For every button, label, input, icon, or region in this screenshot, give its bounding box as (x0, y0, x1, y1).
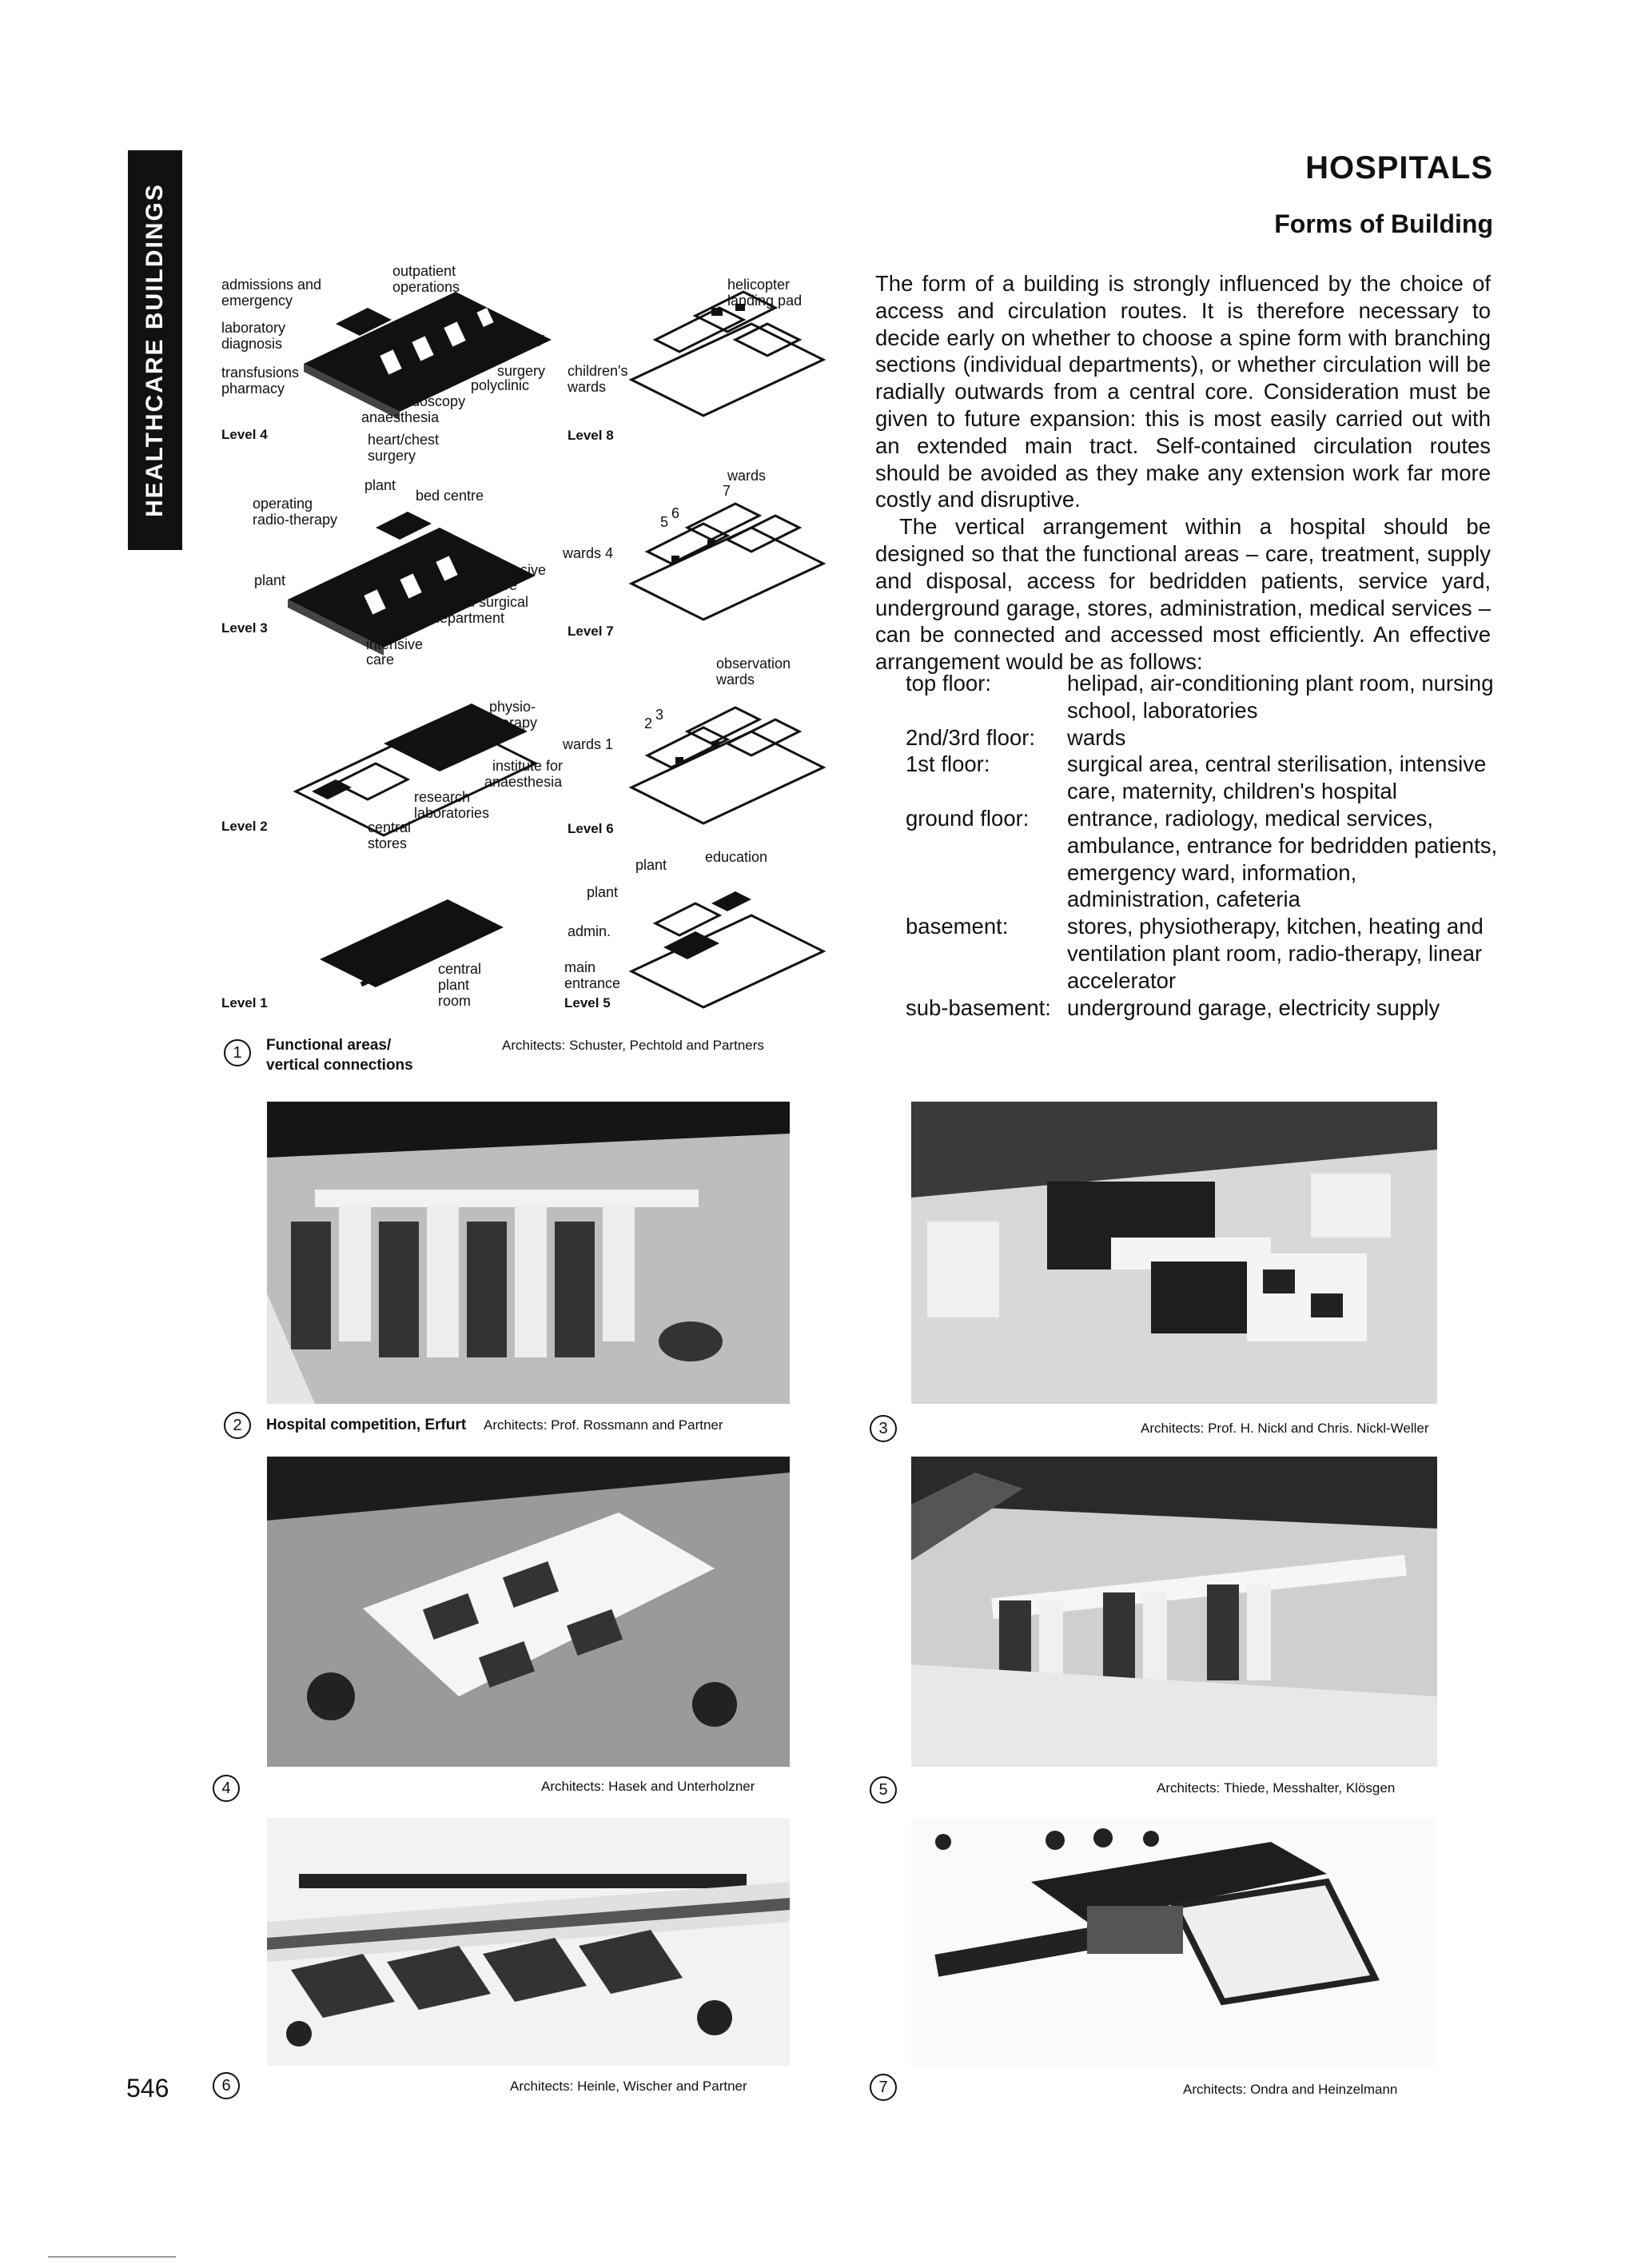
floor-value: stores, physiotherapy, kitchen, heating and ventilation plant room, radio-therapy, linear accelerator (1067, 914, 1484, 993)
label-endoscopy: endoscopy (396, 393, 466, 409)
figure-number: 3 (870, 1415, 897, 1442)
label-wards-obs: wards (716, 672, 755, 688)
label-central-2: central (438, 961, 482, 977)
label-wards-1: wards 1 (563, 736, 614, 752)
figure-caption: Hospital competition, Erfurt (266, 1417, 467, 1433)
label-transfusions: transfusions (221, 365, 300, 381)
floor-value: underground garage, electricity supply (1067, 994, 1440, 1020)
label-anaesthesia-2: anaesthesia (484, 774, 563, 790)
figure-credit: Architects: Heinle, Wischer and Partner (510, 2079, 747, 2094)
label-pharmacy: pharmacy (221, 381, 285, 397)
figure-credit: Architects: Prof. Rossmann and Partner (484, 1417, 723, 1433)
label-main: main (564, 959, 596, 975)
label-ward-2: 2 (644, 715, 653, 731)
label-ward-6: 6 (671, 505, 680, 521)
footer-rule (48, 2256, 176, 2258)
floor-row (875, 805, 1499, 913)
photo-model-erfurt (267, 1102, 790, 1404)
label-admissions: admissions and (221, 277, 322, 293)
label-admin: admin. (568, 923, 611, 939)
level-6-label: Level 6 (568, 821, 614, 836)
level-6-plan (623, 684, 831, 843)
figure-credit: Architects: Hasek and Unterholzner (541, 1779, 755, 1794)
level-5-label: Level 5 (564, 995, 611, 1010)
level-3-label: Level 3 (221, 620, 268, 636)
label-bed-centre: bed centre (416, 488, 484, 504)
floor-value: surgical area, central sterilisation, intensive care, maternity, children's hospital (1067, 751, 1487, 804)
level-1-plan (312, 887, 512, 1007)
figure-caption (266, 1035, 413, 1075)
label-laboratories: laboratories (414, 805, 490, 821)
level-7-plan (623, 480, 831, 640)
label-plant-l5: plant (635, 857, 667, 873)
label-radiology: radiology (486, 330, 545, 346)
floor-label: 2nd/3rd floor: (906, 724, 1036, 750)
level-5-plan (623, 867, 831, 1027)
label-plant-2: plant (254, 572, 286, 588)
label-ward-5: 5 (660, 514, 669, 530)
label-wards-top: wards (727, 468, 767, 484)
figure-credit: Architects: Ondra and Heinzelmann (1183, 2082, 1398, 2097)
label-anaesthesia: anaesthesia (361, 409, 440, 425)
paragraph-2: The vertical arrangement within a hospital should be designed so that the functional areas – care, treatment, supply and disposal, access for bedridden patients, service yard, underground garage, stores, administration, medical services – can be connected and accessed most efficiently. An effective arrangement would be as follows: (875, 514, 1491, 675)
floor-row (875, 994, 1499, 1022)
label-research: research (414, 789, 471, 805)
paragraph-1: The form of a building is strongly influenced by the choice of access and circulation routes. It is therefore necessary to decide early on whether to choose a spine form with branching sections (individual departments), or whether circulation will be radially outwards from a central core. Consideration must be given to future expansion: this is most easily carried out with an extended main tract. Self-contained circulation routes should be avoided as they make any extension work far more costly and disruptive. (875, 271, 1491, 512)
figure-number: 4 (213, 1775, 240, 1802)
floor-row (875, 913, 1499, 994)
floor-value: wards (1067, 724, 1126, 750)
label-plant-l5b: plant (587, 884, 619, 900)
floor-label: sub-basement: (906, 994, 1051, 1020)
floor-row (875, 751, 1499, 805)
label-central: central (368, 819, 412, 835)
floor-value: helipad, air-conditioning plant room, nursing school, laboratories (1067, 671, 1494, 723)
page-title: HOSPITALS (1305, 150, 1493, 185)
section-tab (128, 150, 182, 550)
label-ward-7: 7 (723, 483, 731, 499)
label-room: room (438, 993, 472, 1009)
label-plant: plant (364, 477, 396, 493)
label-therapy: therapy (489, 715, 538, 731)
label-childrens: children's (568, 363, 628, 379)
label-wards-4: wards 4 (563, 545, 614, 561)
figure-number: 1 (224, 1039, 251, 1066)
figure-number: 6 (213, 2072, 240, 2099)
label-helicopter: helicopter (727, 277, 791, 293)
figure-number: 7 (870, 2074, 897, 2101)
label-landing-pad: landing pad (727, 293, 803, 309)
label-operating: operating (253, 496, 313, 512)
label-central-surgical: central surgical (432, 594, 529, 610)
floor-label: ground floor: (906, 805, 1030, 831)
label-outpatient: outpatient (392, 263, 456, 279)
label-surgery-2: surgery (368, 448, 416, 464)
label-wards: wards (568, 379, 607, 395)
floor-value: entrance, radiology, medical services, ambulance, entrance for bedridden patients, emergency ward, information, administration, cafeteria (1067, 805, 1498, 912)
label-ward-3: 3 (655, 707, 664, 723)
level-8-label: Level 8 (568, 428, 614, 443)
page-subtitle: Forms of Building (1274, 209, 1493, 238)
floor-label: basement: (906, 914, 1009, 939)
level-7-label: Level 7 (568, 624, 614, 639)
label-heartchest: heart/chest (368, 432, 440, 448)
photo-model-hasek (267, 1457, 790, 1767)
label-institute: institute for (492, 758, 564, 774)
label-laboratory: laboratory (221, 320, 286, 336)
label-physio: physio- (489, 699, 536, 715)
label-care: care (489, 577, 518, 593)
page-number: 546 (126, 2074, 169, 2103)
level-1-label: Level 1 (221, 995, 268, 1010)
figure-credit: Architects: Thiede, Messhalter, Klösgen (1157, 1780, 1396, 1796)
label-education: education (705, 849, 768, 865)
label-radiotherapy: radio-therapy (253, 512, 338, 528)
label-entrance: entrance (564, 975, 621, 991)
label-emergency: emergency (221, 293, 293, 309)
label-care-2: care (366, 652, 395, 668)
caption-line: Functional areas/ (266, 1037, 392, 1054)
label-observation: observation (716, 656, 791, 672)
figure-credit: Architects: Prof. H. Nickl and Chris. Nickl-Weller (1141, 1421, 1429, 1436)
caption-line: vertical connections (266, 1057, 413, 1074)
label-intensive-2: intensive (366, 636, 424, 652)
photo-model-heinle (267, 1818, 790, 2066)
figure-credit: Architects: Schuster, Pechtold and Partners (502, 1038, 764, 1053)
label-department: department (432, 610, 505, 626)
floor-list (875, 670, 1499, 1021)
label-polyclinic: polyclinic (471, 377, 530, 393)
photo-model-ondra (911, 1818, 1437, 2066)
label-stores: stores (368, 835, 408, 851)
label-operations: operations (392, 279, 460, 295)
photo-model-thiede (911, 1457, 1437, 1767)
floor-label: top floor: (906, 671, 992, 696)
photo-model-nickl (911, 1102, 1437, 1404)
label-surgery: surgery (497, 363, 546, 379)
level-2-label: Level 2 (221, 819, 268, 834)
level-4-label: Level 4 (221, 427, 268, 442)
floor-row (875, 670, 1499, 724)
figure-number: 5 (870, 1776, 897, 1804)
floor-label: 1st floor: (906, 751, 990, 777)
label-plant-3: plant (438, 977, 470, 993)
label-intensive: intensive (489, 562, 547, 578)
floor-row (875, 724, 1499, 751)
body-text (875, 270, 1491, 676)
section-tab-label: HEALTHCARE BUILDINGS (141, 183, 168, 517)
figure-number: 2 (224, 1412, 251, 1439)
label-diagnosis: diagnosis (221, 336, 283, 352)
